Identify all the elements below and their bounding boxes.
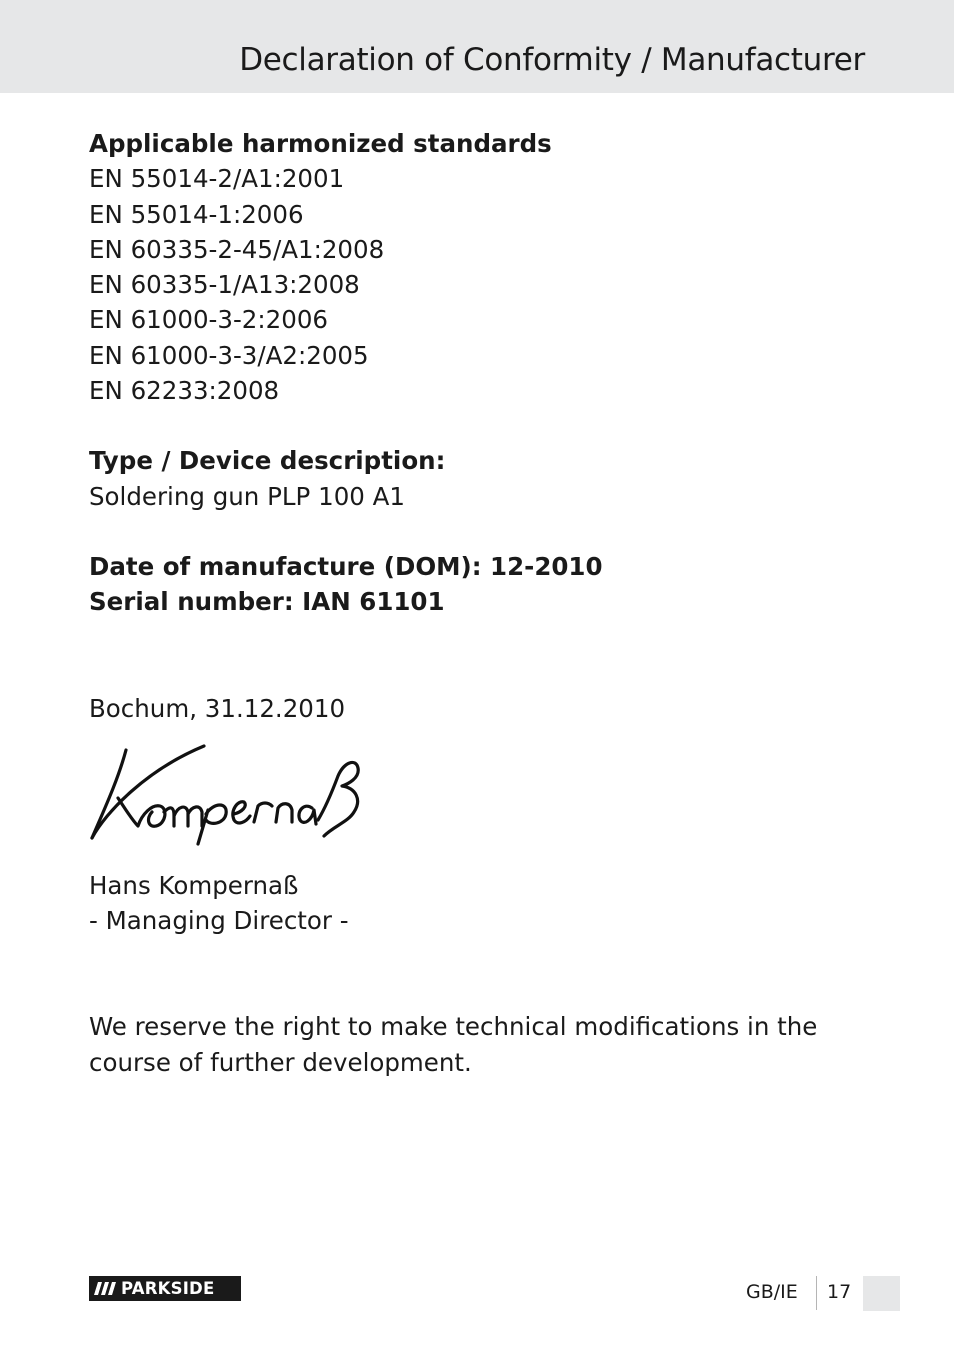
- standard-item: EN 60335-2-45/A1:2008: [89, 234, 385, 264]
- page-title: Declaration of Conformity / Manufacturer: [239, 42, 865, 78]
- device-heading: Type / Device description:: [89, 446, 446, 476]
- document-body: [89, 126, 869, 1080]
- standard-item: EN 55014-1:2006: [89, 199, 304, 229]
- logo-slashes-icon: [89, 1276, 119, 1301]
- standard-item: EN 62233:2008: [89, 376, 280, 406]
- signatory-name: Hans Kompernaß: [89, 870, 299, 900]
- disclaimer-text: We reserve the right to make technical modifications in the course of further development.: [89, 1012, 818, 1077]
- device-description: Soldering gun PLP 100 A1: [89, 481, 405, 511]
- footer-locale: GB/IE: [746, 1281, 798, 1303]
- page-number: 17: [827, 1281, 852, 1303]
- handwritten-signature: [86, 740, 366, 850]
- standard-item: EN 61000-3-2:2006: [89, 305, 328, 335]
- footer-divider: [816, 1276, 817, 1310]
- standard-item: EN 55014-2/A1:2001: [89, 164, 345, 194]
- standard-item: EN 61000-3-3/A2:2005: [89, 340, 369, 370]
- parkside-logo: [89, 1276, 241, 1301]
- logo-text: PARKSIDE: [121, 1279, 215, 1298]
- page-tab-marker: [863, 1276, 900, 1311]
- place-and-date: Bochum, 31.12.2010: [89, 693, 346, 723]
- serial-number: Serial number: IAN 61101: [89, 587, 445, 617]
- manufacture-date: Date of manufacture (DOM): 12-2010: [89, 551, 603, 581]
- standard-item: EN 60335-1/A13:2008: [89, 270, 360, 300]
- signatory-role: - Managing Director -: [89, 906, 349, 936]
- standards-heading: Applicable harmonized standards: [89, 129, 552, 158]
